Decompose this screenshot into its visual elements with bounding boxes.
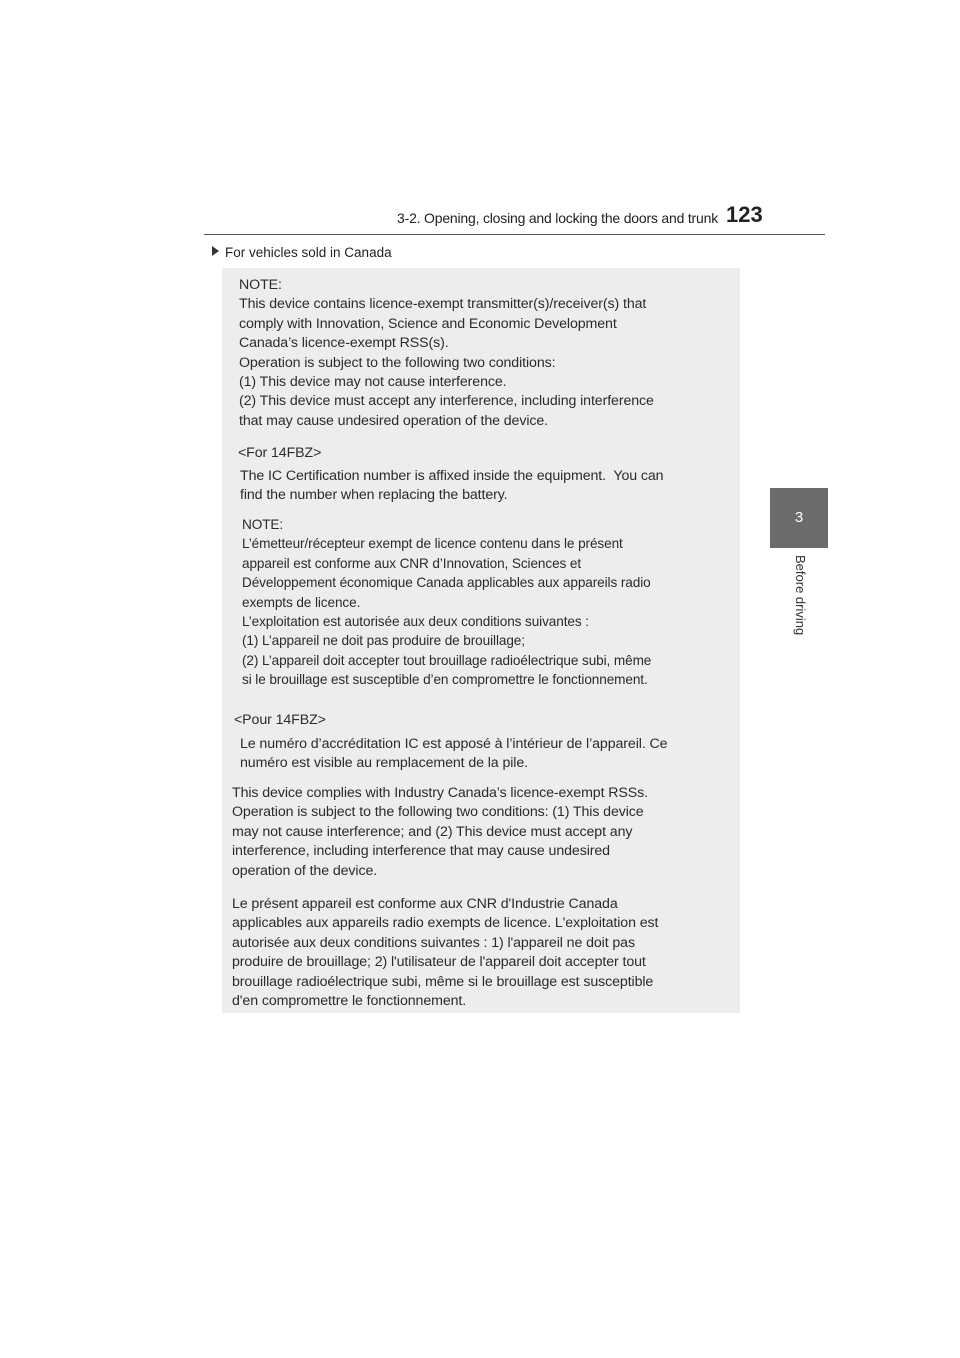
chapter-tab: 3	[770, 488, 828, 548]
industry-canada-french: Le présent appareil est conforme aux CNR d'Industrie Canada applicables aux appareils radio exempts de licence. L'exploitation est autorisée aux deux conditions suivantes : 1) l'appareil ne doit pas produire de brouillage; 2) l'utilisateur de l'appareil doit accepter tout brouillage radioélectrique subi, même si le brouillage est susceptible d'en compromettre le fonctionnement.	[232, 896, 659, 1010]
section-title: 3-2. Opening, closing and locking the doors and trunk	[397, 210, 718, 226]
ic-certification-french: Le numéro d’accréditation IC est apposé à l’intérieur de l’appareil. Ce numéro est visible au remplacement de la pile.	[240, 736, 668, 772]
subsection-title: For vehicles sold in Canada	[225, 245, 392, 260]
triangle-bullet-icon	[212, 246, 219, 256]
chapter-label: Before driving	[793, 555, 808, 636]
industry-canada-english: This device complies with Industry Canada’s licence-exempt RSSs. Operation is subject to the following two conditions: (1) This device may not cause interference; and (2) This device must accept any interference, including interference that may cause undesired operation of the device.	[232, 785, 648, 879]
ic-certification-english: The IC Certification number is affixed inside the equipment. You can find the number when replacing the battery.	[240, 468, 664, 504]
header-divider	[204, 234, 825, 235]
page-number: 123	[726, 202, 763, 227]
note-french: NOTE: L’émetteur/récepteur exempt de licence contenu dans le présent appareil est conforme aux CNR d’Innovation, Sciences et Développement économique Canada applicables aux appareils radio exempts de licence. L’exploitation est autorisée aux deux conditions suivantes : (1) L’appareil ne doit pas produire de brouillage; (2) L’appareil doit accepter tout brouillage radioélectrique subi, même si le brouillage est susceptible d’en compromettre le fonctionnement.	[242, 517, 652, 688]
note-english: NOTE: This device contains licence-exempt transmitter(s)/receiver(s) that comply with Innovation, Science and Economic Development Canada’s licence-exempt RSS(s). Operation is subject to the following two conditions: (1) This device may not cause interference. (2) This device must accept any interference, including interference that may cause undesired operation of the device.	[239, 277, 654, 429]
model-label-french: <Pour 14FBZ>	[234, 712, 326, 728]
model-label-english: <For 14FBZ>	[238, 445, 322, 461]
subsection-heading	[212, 245, 392, 260]
regulatory-notice-image	[222, 268, 740, 1013]
